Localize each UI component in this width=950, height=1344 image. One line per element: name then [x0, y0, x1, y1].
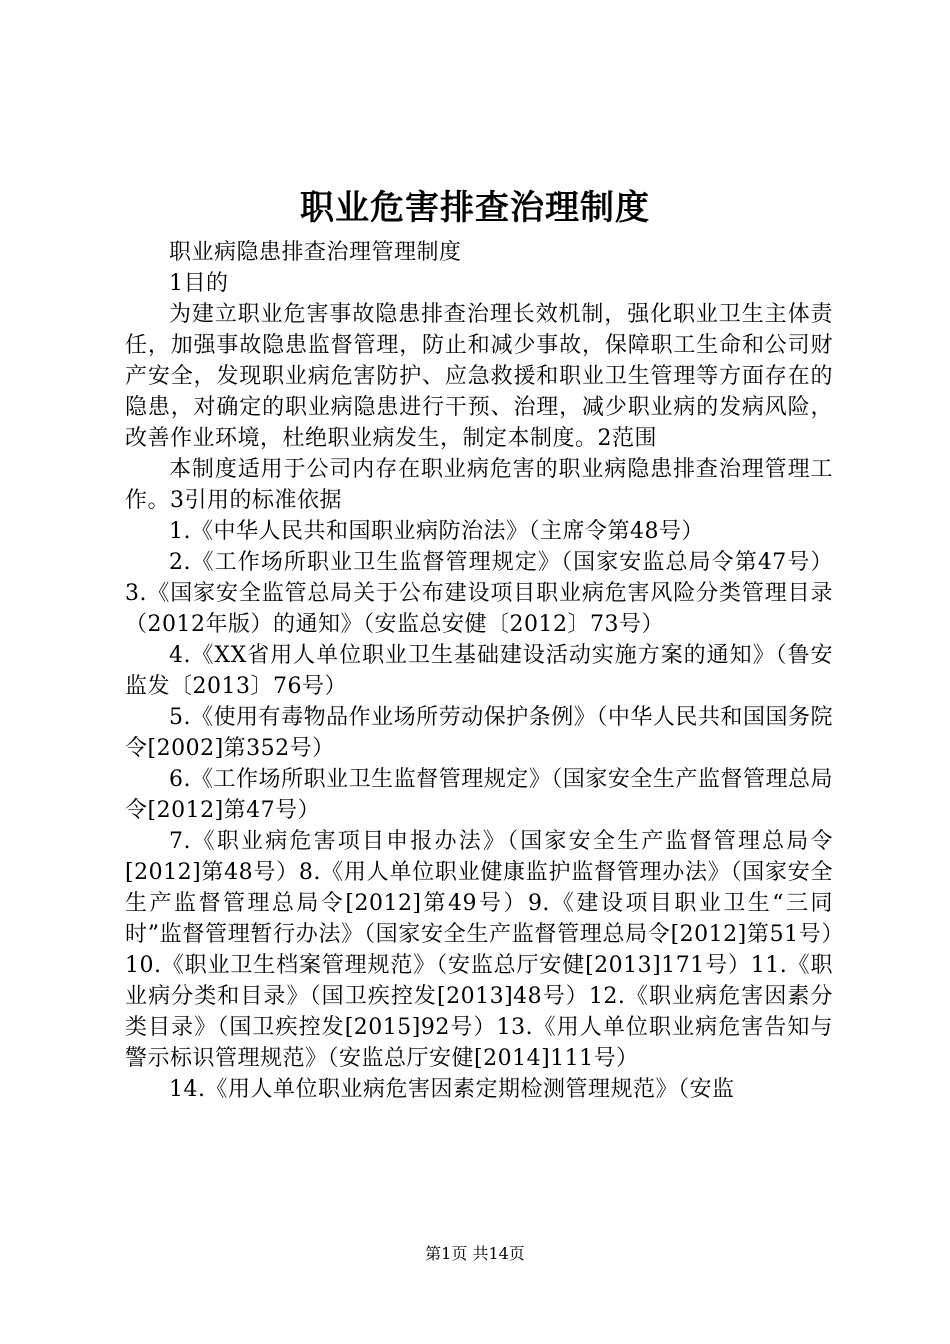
paragraph-reference-1: 1.《中华人民共和国职业病防治法》（主席令第48号）: [169, 519, 704, 544]
paragraph-subtitle: 职业病隐患排查治理管理制度: [169, 240, 462, 265]
document-title: 职业危害排查治理制度: [300, 188, 650, 228]
paragraph-reference-2-3: 2.《工作场所职业卫生监督管理规定》（国家安监总局令第47号）3.《国家安全监管总局关于公布建设项目职业病危害风险分类管理目录（2012年版）的通知》（安监总安健〔2012〕73号）: [125, 550, 833, 637]
page-footer: 第1页 共14页: [425, 1244, 525, 1263]
paragraph-reference-14: 14.《用人单位职业病危害因素定期检测管理规范》（安监: [169, 1077, 735, 1102]
paragraph-purpose-text: 为建立职业危害事故隐患排查治理长效机制，强化职业卫生主体责任，加强事故隐患监督管理，防止和减少事故，保障职工生命和公司财产安全，发现职业病危害防护、应急救援和职业卫生管理等方面存在的隐患，对确定的职业病隐患进行干预、治理，减少职业病的发病风险，改善作业环境，杜绝职业病发生，制定本制度。2范围: [125, 302, 833, 451]
paragraph-reference-4: 4.《XX省用人单位职业卫生基础建设活动实施方案的通知》（鲁安监发〔2013〕76号）: [125, 643, 833, 699]
document-body: [125, 237, 833, 1105]
paragraph-section-purpose: 1目的: [169, 271, 229, 296]
paragraph-reference-7-13: 7.《职业病危害项目申报办法》（国家安全生产监督管理总局令[2012]第48号）8.《用人单位职业健康监护监督管理办法》（国家安全生产监督管理总局令[2012]第49号）9.《建设项目职业卫生“三同时”监督管理暂行办法》（国家安全生产监督管理总局令[2012]第51号）10.《职业卫生档案管理规范》（安监总厅安健[2013]171号）11.《职业病分类和目录》（国卫疾控发[2013]48号）12.《职业病危害因素分类目录》（国卫疾控发[2015]92号）13.《用人单位职业病危害告知与警示标识管理规范》（安监总厅安健[2014]111号）: [125, 829, 833, 1071]
paragraph-reference-6: 6.《工作场所职业卫生监督管理规定》（国家安全生产监督管理总局令[2012]第47号）: [125, 767, 833, 823]
paragraph-reference-5: 5.《使用有毒物品作业场所劳动保护条例》（中华人民共和国国务院令[2002]第352号）: [125, 705, 833, 761]
paragraph-scope-text: 本制度适用于公司内存在职业病危害的职业病隐患排查治理管理工作。3引用的标准依据: [125, 457, 833, 513]
